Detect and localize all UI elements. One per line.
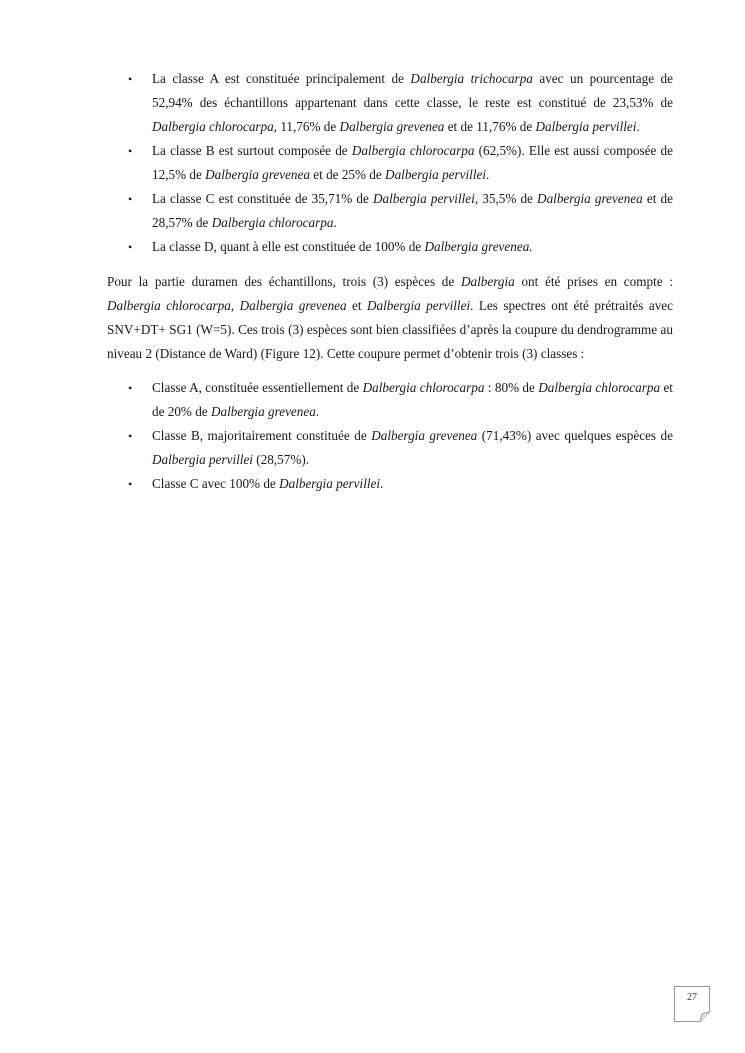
italic-text: Dalbergia pervillei	[152, 452, 253, 467]
page-number-box	[674, 986, 710, 1022]
bullet-list-tree-classes	[107, 67, 673, 259]
bullet-icon: •	[128, 240, 133, 254]
text-run: La classe C est constituée de 35,71% de	[152, 191, 373, 206]
list-item	[107, 376, 673, 424]
paragraph-duramen	[107, 270, 673, 366]
text-run: et de 20% de	[152, 380, 673, 419]
italic-text: Dalbergia chlorocarpa	[538, 380, 661, 395]
text-run: Classe A, constituée essentiellement de	[152, 380, 363, 395]
bullet-list-duramen-classes	[107, 376, 673, 496]
italic-text: Dalbergia grevenea	[371, 428, 478, 443]
italic-text: Dalbergia pervillei	[367, 298, 471, 313]
text-run: Pour la partie duramen des échantillons, trois (3) espèces de	[107, 274, 461, 289]
italic-text: Dalbergia grevenea	[205, 167, 310, 182]
list-item	[107, 424, 673, 472]
text-run: (28,57%).	[252, 452, 310, 467]
italic-text: Dalbergia chlorocarpa	[211, 215, 334, 230]
italic-text: Dalbergia pervillei	[373, 191, 475, 206]
italic-text: Dalbergia chlorocarpa	[362, 380, 485, 395]
bullet-list	[107, 67, 673, 259]
text-run: ont été prises en compte :	[514, 274, 673, 289]
italic-text: Dalbergia grevenea.	[424, 239, 533, 254]
italic-text: Dalbergia pervillei	[535, 119, 637, 134]
list-item	[107, 472, 673, 496]
text-run: ,	[230, 298, 240, 313]
bullet-icon: •	[128, 429, 133, 443]
text-run: , 11,76% de	[273, 119, 340, 134]
text-run: . Les spectres ont été prétraités avec SNV+DT+ SG1 (W=5). Ces trois (3) espèces sont bien classifiées d’après la coupure du dendrogramme au niveau 2 (Distance de Ward) (Figure 12). Cette coupure permet d’obtenir trois (3) classes :	[107, 298, 673, 361]
text-run: .	[486, 167, 490, 182]
list-item	[107, 67, 673, 139]
italic-text: Dalbergia grevenea	[239, 298, 347, 313]
text-run: .	[636, 119, 640, 134]
list-item	[107, 187, 673, 235]
bullet-icon: •	[128, 192, 133, 206]
text-run: avec un pourcentage de 52,94% des échantillons appartenant dans cette classe, le reste est constitué de 23,53% de	[152, 71, 673, 110]
list-item	[107, 139, 673, 187]
text-run: : 80% de	[484, 380, 539, 395]
text-run: La classe A est constituée principalement de	[152, 71, 411, 86]
italic-text: Dalbergia trichocarpa	[410, 71, 533, 86]
bullet-icon: •	[128, 477, 133, 491]
text-run: Classe C avec 100% de	[152, 476, 280, 491]
bullet-icon: •	[128, 72, 133, 86]
bullet-icon: •	[128, 144, 133, 158]
text-run: .	[315, 404, 320, 419]
bullet-icon: •	[128, 381, 133, 395]
text-run: (62,5%). Elle est aussi composée de 12,5% de	[152, 143, 673, 182]
italic-text: Dalbergia	[460, 274, 515, 289]
italic-text: Dalbergia grevenea	[339, 119, 445, 134]
text-run: .	[333, 215, 337, 230]
text-run: et	[346, 298, 368, 313]
text-run: La classe D, quant à elle est constituée de 100% de	[152, 239, 425, 254]
text-run: La classe B est surtout composée de	[152, 143, 352, 158]
text-run: et de 28,57% de	[152, 191, 673, 230]
text-run: , 35,5% de	[474, 191, 538, 206]
italic-text: Dalbergia chlorocarpa	[351, 143, 475, 158]
bullet-list	[107, 376, 673, 496]
text-run: (71,43%) avec quelques espèces de	[477, 428, 674, 443]
italic-text: Dalbergia chlorocarpa	[107, 298, 231, 313]
italic-text: Dalbergia pervillei	[385, 167, 487, 182]
list-item	[107, 235, 673, 259]
text-run: et de 11,76% de	[444, 119, 536, 134]
italic-text: Dalbergia chlorocarpa	[152, 119, 274, 134]
page-number: 27	[687, 992, 697, 1003]
italic-text: Dalbergia grevenea	[210, 404, 316, 419]
paragraph-text	[107, 270, 673, 366]
italic-text: Dalbergia pervillei	[279, 476, 381, 491]
text-run: .	[380, 476, 384, 491]
italic-text: Dalbergia grevenea	[537, 191, 643, 206]
text-run: et de 25% de	[309, 167, 386, 182]
text-run: Classe B, majoritairement constituée de	[152, 428, 372, 443]
